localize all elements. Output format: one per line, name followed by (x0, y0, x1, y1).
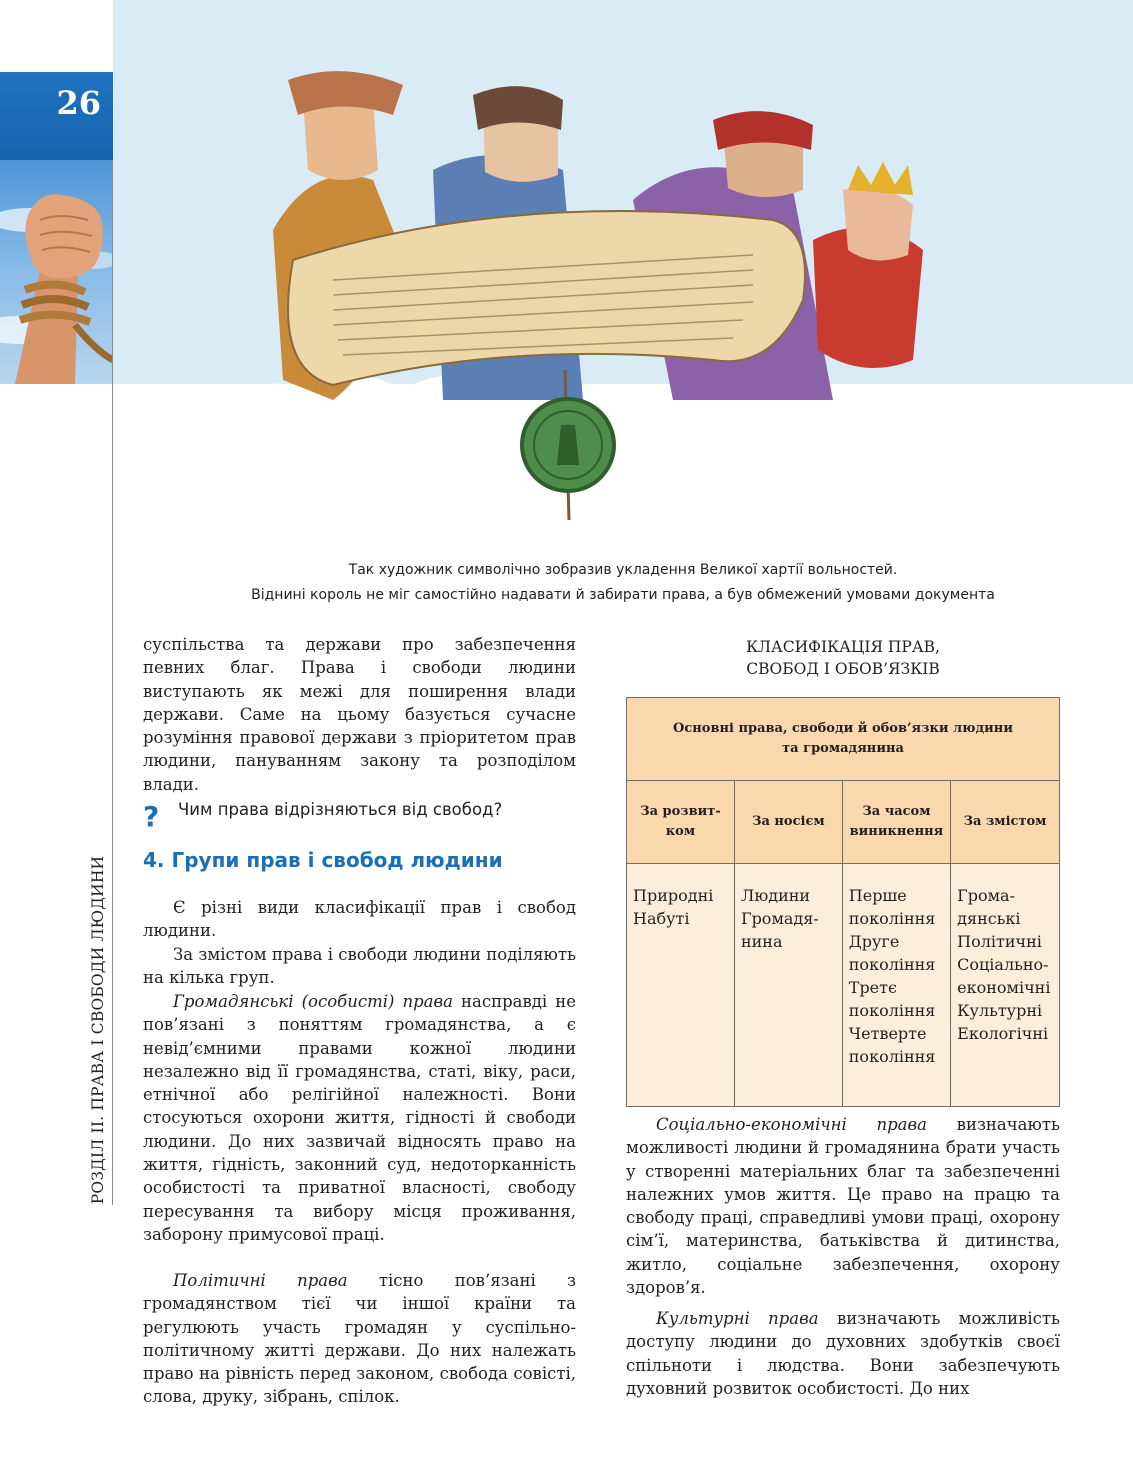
cell-line: Природні (633, 886, 714, 905)
intro-paragraph: суспільства та держави про забезпечення певних благ. Права і свободи людини виступають як межі для поширення влади держави. Саме на цьому базується сучасне розуміння правової держави з пріоритетом прав людини, пануванням закону та розподілом влади. (143, 635, 576, 794)
cell-line: Людини (740, 886, 811, 905)
illustration-caption-line-2: Віднині король не міг самостійно надавати й забирати права, а був обмежений умовами документа (251, 587, 995, 603)
paragraph-cultural-rights (626, 1307, 1060, 1400)
cell-line: Політичні (957, 932, 1042, 951)
section-heading: 4. Групи прав і свобод людини (143, 848, 503, 872)
paragraph-socio-economic-rights (626, 1113, 1060, 1299)
table-title-line-2: СВОБОД І ОБОВ’ЯЗКІВ (746, 660, 940, 678)
column-header-time (842, 781, 950, 864)
cell-line: Громадя- (740, 909, 819, 928)
paragraph-civil-rights (143, 990, 576, 1246)
cell-line: економічні (957, 978, 1051, 997)
column-header-content (951, 781, 1060, 864)
civil-rights-text: насправді не пов’язані з поняттям громадянства, а є невід’ємними правами кожної людини незалежно від її громадянства, статі, віку, раси, етнічної або релігійної належності. Вони стосуються охорони життя, гідності й свободи людини. До них зазвичай відносять право на життя, гідність, законний суд, недоторканність особистості та приватної власності, свободу пересування та вибору місця проживання, заборону примусової праці. (143, 992, 576, 1244)
cell-line: Грома- (957, 886, 1015, 905)
magna-carta-illustration (113, 40, 1133, 560)
cell-line: Третє (848, 978, 897, 997)
column-header-development (627, 781, 735, 864)
cell-line: Екологічні (957, 1024, 1049, 1043)
column-header-line: За носієм (752, 814, 825, 829)
paragraph-content-groups: За змістом права і свободи людини поділяють на кілька груп. (143, 945, 576, 988)
cell-line: Перше (848, 886, 907, 905)
section-running-header: РОЗДІЛ ІІ. ПРАВА І СВОБОДИ ЛЮДИНИ (89, 855, 107, 1205)
table-title (626, 636, 1060, 680)
table-title-line-1: КЛАСИФІКАЦІЯ ПРАВ, (746, 638, 940, 656)
political-rights-text: тісно пов’язані з громадянством тієї чи іншої країни та регулюють участь громадян у суспільно-політичному житті держави. До них належать право на рівність перед законом, свобода совісті, слова, друку, зібрань, спілок. (143, 1271, 577, 1407)
cell-line: Друге (848, 932, 900, 951)
table-main-header-line-1: Основні права, свободи й обов’язки людини (673, 721, 1013, 736)
table-cell-bearer (734, 864, 842, 1107)
socio-economic-rights-text: визначають можливості людини й громадянина брати участь у створенні матеріальних благ та забезпеченні належних умов життя. Це право на працю та свободу праці, справедливі умови праці, охорону сім’ї, материнства, батьківства й дитинства, житло, соціальне забезпечення, охорону здоров’я. (626, 1115, 1060, 1298)
table-main-header (627, 698, 1060, 781)
page-number: 26 (56, 84, 101, 122)
paragraph-political-rights (143, 1269, 576, 1409)
column-header-line: ком (665, 824, 696, 839)
cell-line: Четверте (848, 1024, 927, 1043)
term-cultural-rights: Культурні права (656, 1309, 819, 1328)
fist-rope-image (0, 160, 113, 384)
column-header-line: виникнення (849, 824, 944, 839)
paragraph-classification: Є різні види класифікації прав і свобод людини. (143, 898, 576, 941)
cell-line: покоління (848, 1001, 936, 1020)
cell-line: Соціально- (957, 955, 1049, 974)
column-header-line: За змістом (963, 814, 1047, 829)
review-question: Чим права відрізняються від свобод? (178, 800, 503, 819)
cultural-rights-text: визначають можливість доступу людини до духовних здобутків своєї спільноти і людства. Вони забезпечують духовний розвиток особистості. До них (626, 1309, 1060, 1398)
cell-line: дянські (957, 909, 1021, 928)
table-cell-time (842, 864, 950, 1107)
table-main-header-line-2: та громадянина (782, 741, 904, 756)
table-cell-content (951, 864, 1060, 1107)
section-photo-fist-with-rope (0, 160, 113, 384)
cell-line: Набуті (633, 909, 690, 928)
cell-line: покоління (848, 909, 936, 928)
question-icon: ? (143, 800, 160, 833)
column-header-line: За розвит- (640, 804, 721, 819)
cell-line: нина (740, 932, 783, 951)
illustration-caption-line-1: Так художник символічно зобразив укладення Великої хартії вольностей. (348, 562, 898, 578)
term-civil-rights: Громадянські (особисті) права (173, 992, 453, 1011)
cell-line: покоління (848, 955, 936, 974)
column-header-bearer (734, 781, 842, 864)
cell-line: покоління (848, 1047, 936, 1066)
page-number-tab (0, 72, 113, 160)
rights-classification-table (626, 697, 1060, 1107)
term-political-rights: Політичні права (173, 1271, 348, 1290)
table-cell-development (627, 864, 735, 1107)
cell-line: Культурні (957, 1001, 1043, 1020)
column-header-line: За часом (862, 804, 931, 819)
term-socio-economic-rights: Соціально-економічні права (656, 1115, 927, 1134)
